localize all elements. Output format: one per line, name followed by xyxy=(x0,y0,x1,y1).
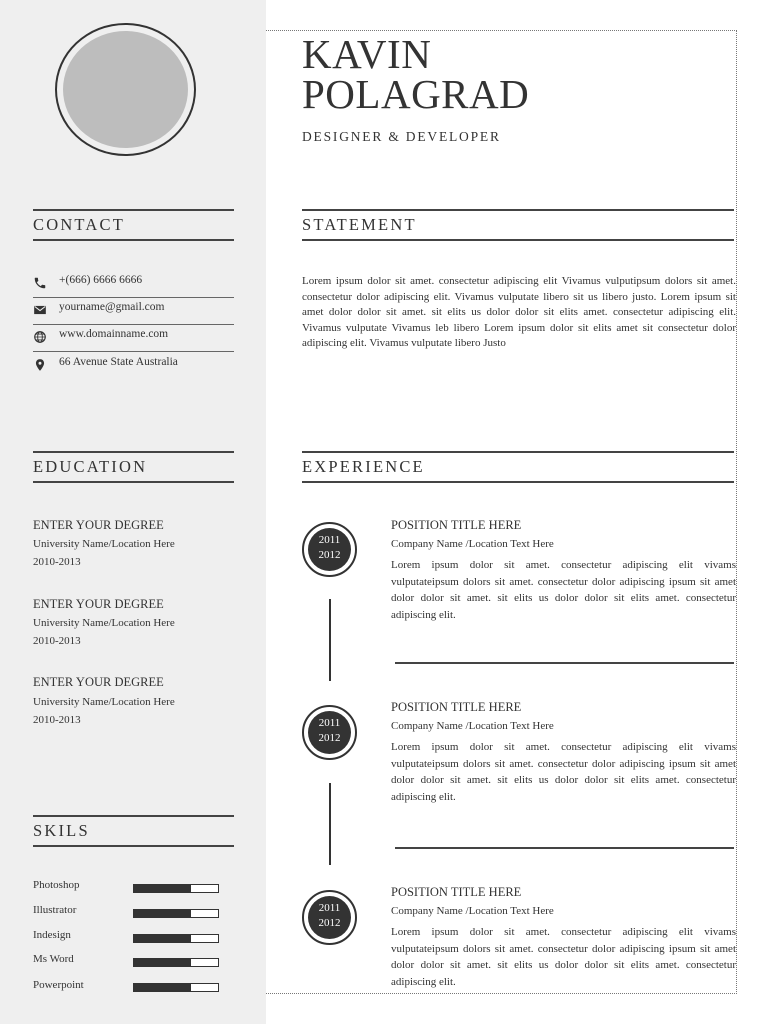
year-badge xyxy=(302,890,357,945)
year-end: 2012 xyxy=(318,917,341,929)
skill-label: Powerpoint xyxy=(33,979,84,991)
year-badge xyxy=(302,522,357,577)
skill-bar xyxy=(133,934,219,943)
company-location: Company Name /Location Text Here xyxy=(391,905,554,917)
location-pin-icon xyxy=(33,358,47,372)
year-start: 2011 xyxy=(318,717,341,729)
education-years: 2010-2013 xyxy=(33,714,81,726)
globe-icon xyxy=(33,330,47,344)
position-title: POSITION TITLE HERE xyxy=(391,885,522,899)
year-end: 2012 xyxy=(318,549,341,561)
contact-website-text: www.domainname.com xyxy=(59,328,169,340)
timeline-line xyxy=(329,599,331,681)
education-school: University Name/Location Here xyxy=(33,538,175,550)
company-location: Company Name /Location Text Here xyxy=(391,720,554,732)
education-degree: ENTER YOUR DEGREE xyxy=(33,675,164,689)
avatar-photo-placeholder xyxy=(63,31,188,148)
year-badge xyxy=(302,705,357,760)
last-name: POLAGRAD xyxy=(302,71,530,117)
education-school: University Name/Location Here xyxy=(33,617,175,629)
first-name: KAVIN xyxy=(302,31,432,77)
skill-label: Indesign xyxy=(33,929,71,941)
education-years: 2010-2013 xyxy=(33,556,81,568)
contact-phone-text: +(666) 6666 6666 xyxy=(59,274,143,286)
mail-icon xyxy=(33,303,47,317)
statement-heading: STATEMENT xyxy=(302,209,734,241)
skill-bar-fill xyxy=(134,885,191,892)
skill-bar-fill xyxy=(134,910,191,917)
experience-heading: EXPERIENCE xyxy=(302,451,734,483)
contact-heading: CONTACT xyxy=(33,209,234,241)
statement-text: Lorem ipsum dolor sit amet. consectetur adipiscing elit Vivamus vulputipsum dolors sit amet. consectetur dolor adipiscing elit. Vivamus vulputate libero sit us libero justo. Lorem ipsum sit amet dolor dolor sit amet. sit elits us dolor dolor sit elits amet. consectetur adipiscing elit. Vivamus vulputate Vivamus leb libero Lorem ipsum dolor sit elits amet sit consectetur dolor adipiscing elit. Vivamus vulputate libero Justo xyxy=(302,275,736,349)
year-start: 2011 xyxy=(318,534,341,546)
experience-divider xyxy=(395,847,734,849)
education-years: 2010-2013 xyxy=(33,635,81,647)
position-description: Lorem ipsum dolor sit amet. consectetur adipiscing elit vivams vulputateipsum dolors sit amet. consectetur dolor adipiscing ipsum sit amet dolor dolor sit amet. sit elits us dolor dolor sit elits amet. consectetur adipiscing elit. xyxy=(391,559,736,621)
position-description: Lorem ipsum dolor sit amet. consectetur adipiscing elit vivams vulputateipsum dolors sit amet. consectetur dolor adipiscing ipsum sit amet dolor dolor sit amet. sit elits us dolor dolor sit elits amet. consectetur adipiscing elit. xyxy=(391,926,736,988)
phone-icon xyxy=(33,276,47,290)
skill-bar xyxy=(133,983,219,992)
position-title: POSITION TITLE HERE xyxy=(391,518,522,532)
skill-label: Ms Word xyxy=(33,953,74,965)
education-degree: ENTER YOUR DEGREE xyxy=(33,597,164,611)
skill-label: Illustrator xyxy=(33,904,77,916)
skills-heading: SKILS xyxy=(33,815,234,847)
skill-bar xyxy=(133,884,219,893)
skill-bar xyxy=(133,958,219,967)
skill-bar xyxy=(133,909,219,918)
contact-website xyxy=(33,325,234,352)
contact-email-text: yourname@gmail.com xyxy=(59,301,165,313)
contact-address xyxy=(33,353,234,380)
year-start: 2011 xyxy=(318,902,341,914)
skill-bar-fill xyxy=(134,984,191,991)
education-school: University Name/Location Here xyxy=(33,696,175,708)
year-end: 2012 xyxy=(318,732,341,744)
position-title: POSITION TITLE HERE xyxy=(391,700,522,714)
resume-name xyxy=(302,31,530,117)
contact-email xyxy=(33,298,234,325)
contact-address-text: 66 Avenue State Australia xyxy=(59,356,178,368)
skill-label: Photoshop xyxy=(33,879,80,891)
experience-divider xyxy=(395,662,734,664)
page-border xyxy=(266,30,737,994)
timeline-line xyxy=(329,783,331,865)
job-subtitle: DESIGNER & DEVELOPER xyxy=(302,129,501,144)
contact-phone xyxy=(33,271,234,298)
education-heading: EDUCATION xyxy=(33,451,234,483)
skill-bar-fill xyxy=(134,935,191,942)
company-location: Company Name /Location Text Here xyxy=(391,538,554,550)
skill-bar-fill xyxy=(134,959,191,966)
position-description: Lorem ipsum dolor sit amet. consectetur adipiscing elit vivams vulputateipsum dolors sit amet. consectetur dolor adipiscing ipsum sit amet dolor dolor sit amet. sit elits us dolor dolor sit elits amet. consectetur adipiscing elit. xyxy=(391,741,736,803)
education-degree: ENTER YOUR DEGREE xyxy=(33,518,164,532)
avatar xyxy=(55,23,196,156)
